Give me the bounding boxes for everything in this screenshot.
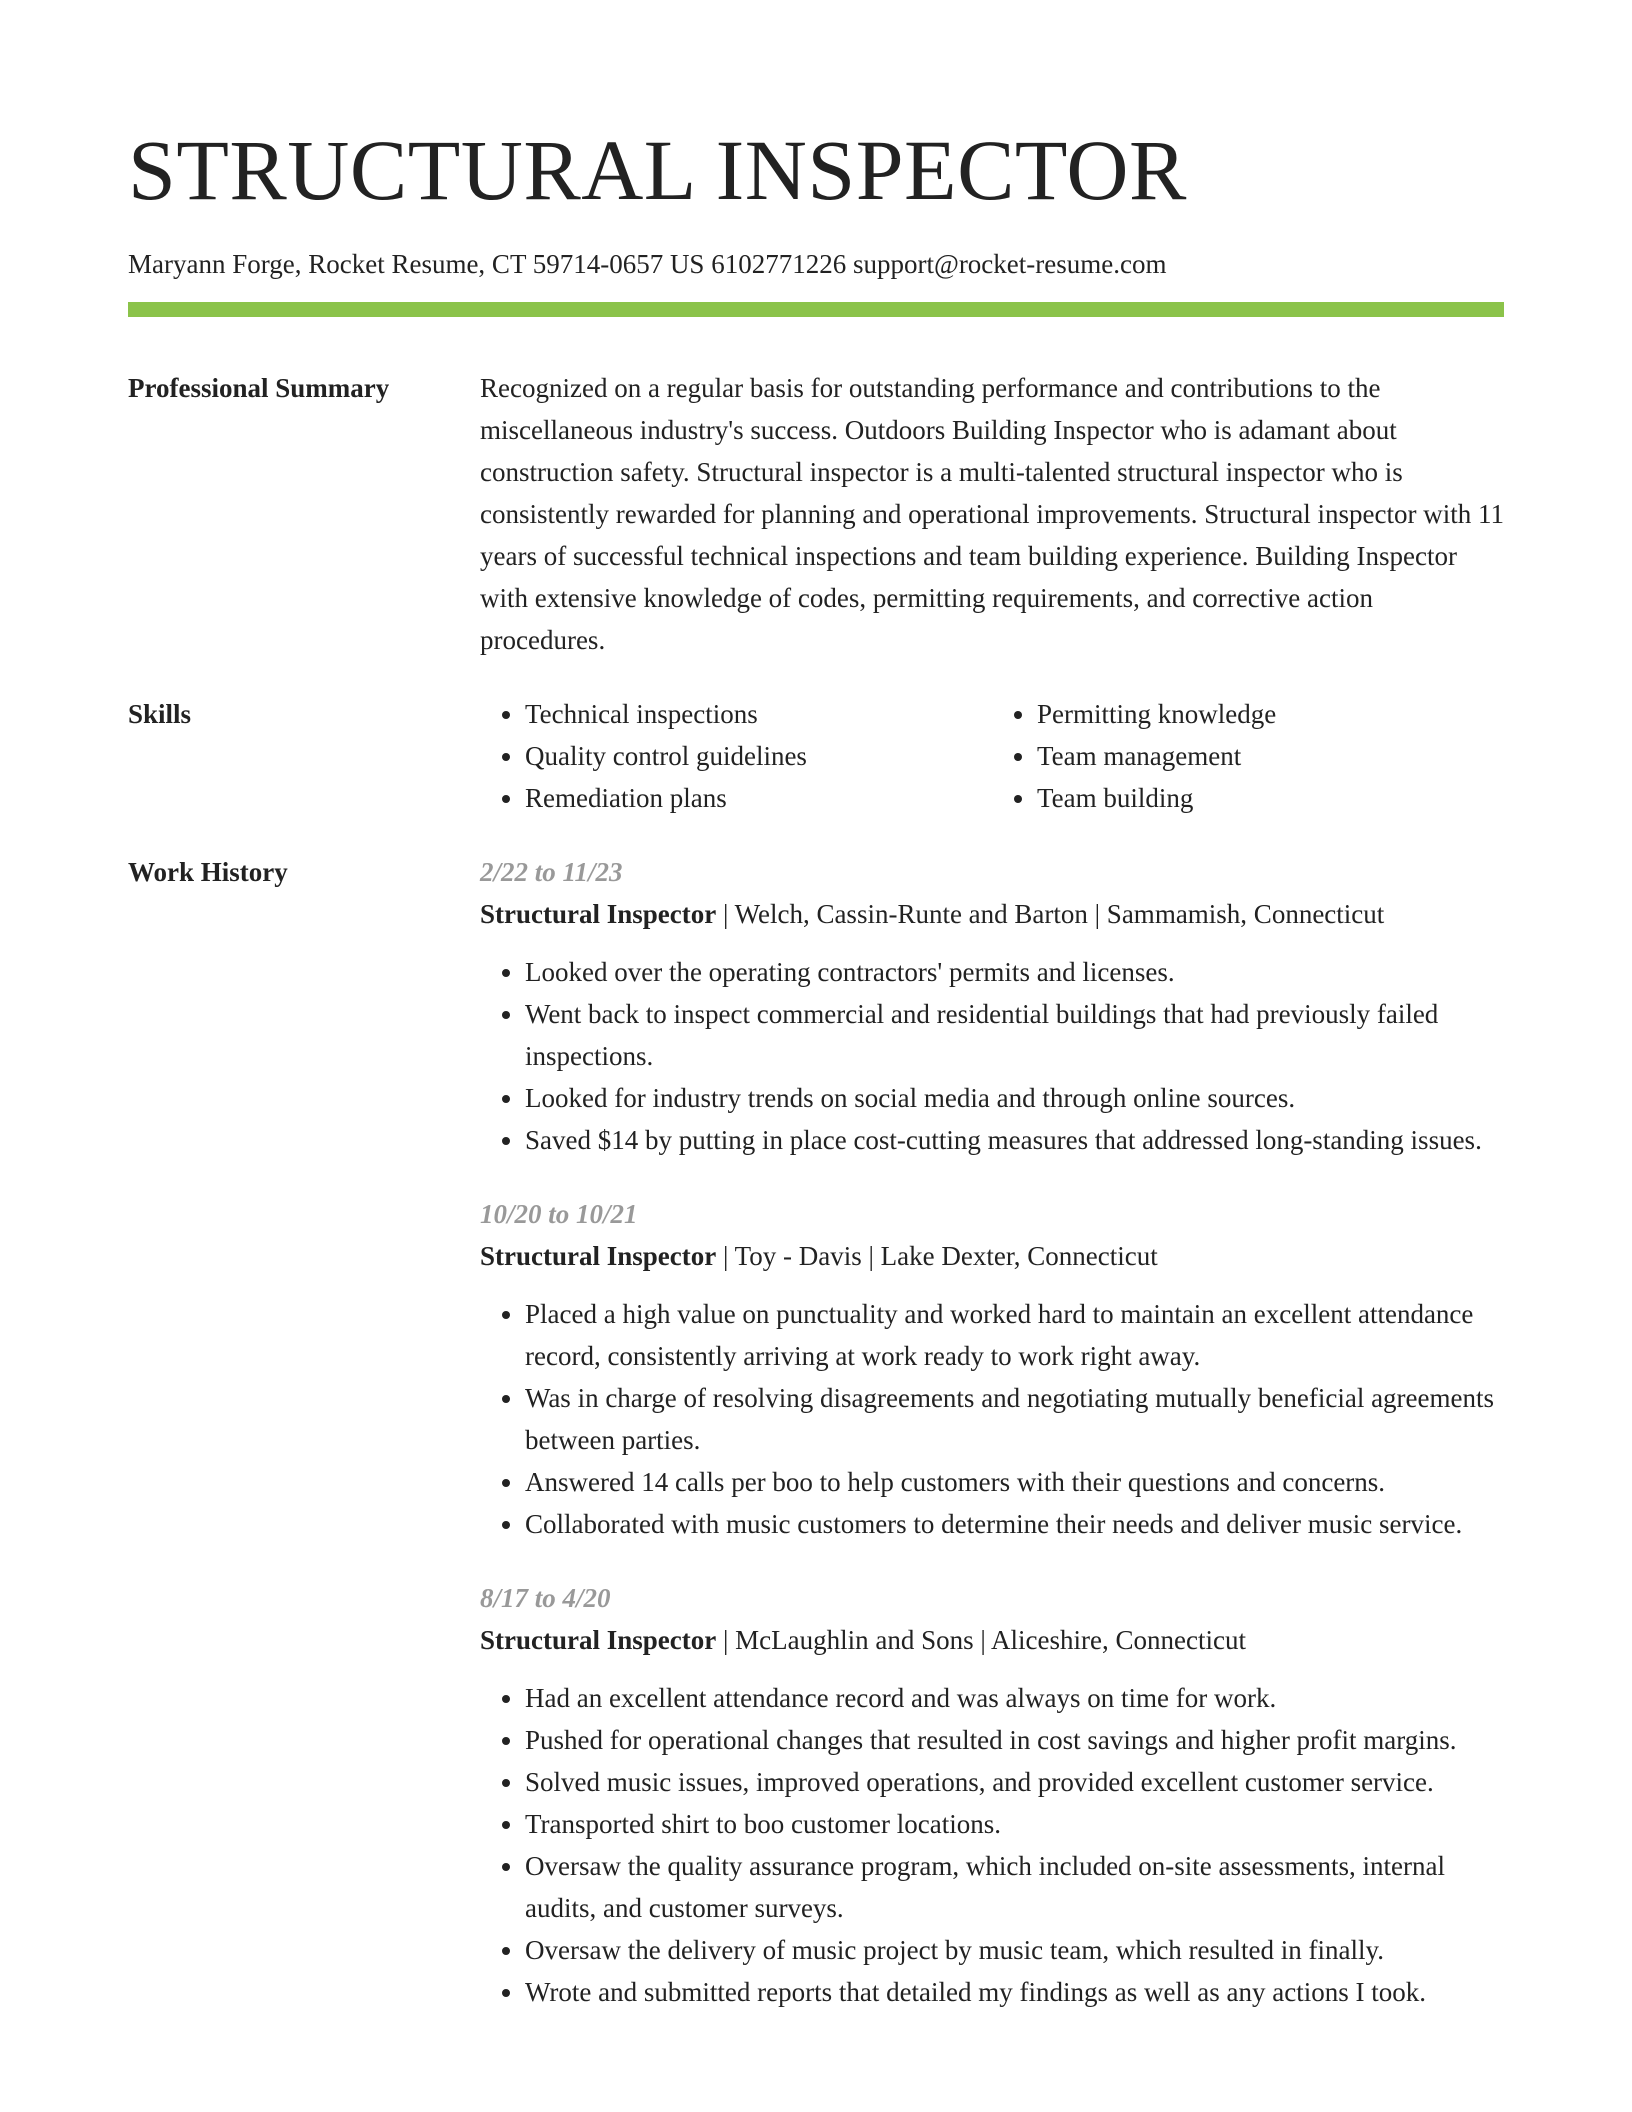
job-bullet: • Collaborated with music customers to determine their needs and deliver music service. <box>525 1503 1504 1545</box>
job-bullet: • Looked over the operating contractors' permits and licenses. <box>525 951 1504 993</box>
work-history-section <box>128 851 1504 2013</box>
job-employer-location: | Toy - Davis | Lake Dexter, Connecticut <box>716 1241 1158 1271</box>
skills-column-right <box>992 693 1504 819</box>
work-history-list <box>480 851 1504 2013</box>
job-bullet: • Solved music issues, improved operations, and provided excellent customer service. <box>525 1761 1504 1803</box>
job-bullet: • Was in charge of resolving disagreements and negotiating mutually beneficial agreements between parties. <box>525 1377 1504 1461</box>
job-heading <box>480 1235 1504 1277</box>
job-bullet: • Transported shirt to boo customer locations. <box>525 1803 1504 1845</box>
job-heading <box>480 893 1504 935</box>
section-label-skills: Skills <box>128 699 192 729</box>
skill-item: • Permitting knowledge <box>1037 693 1504 735</box>
resume-page <box>128 0 1504 2013</box>
skill-item: • Technical inspections <box>525 693 992 735</box>
job-bullet: • Oversaw the delivery of music project by music team, which resulted in finally. <box>525 1929 1504 1971</box>
job-bullets <box>480 1293 1504 1545</box>
job-bullets <box>480 1677 1504 2013</box>
skills-section <box>128 693 1504 819</box>
contact-line: Maryann Forge, Rocket Resume, CT 59714-0657 US 6102771226 support@rocket-resume.com <box>128 249 1167 279</box>
job-entry <box>480 851 1504 1161</box>
job-title: Structural Inspector <box>480 1625 717 1655</box>
job-title: Structural Inspector <box>480 899 717 929</box>
skill-item: • Quality control guidelines <box>525 735 992 777</box>
job-employer-location: | McLaughlin and Sons | Aliceshire, Connecticut <box>716 1625 1246 1655</box>
job-bullet: • Answered 14 calls per boo to help customers with their questions and concerns. <box>525 1461 1504 1503</box>
job-employer-location: | Welch, Cassin-Runte and Barton | Sammamish, Connecticut <box>716 899 1385 929</box>
job-bullet: • Pushed for operational changes that resulted in cost savings and higher profit margins. <box>525 1719 1504 1761</box>
job-entry <box>480 1193 1504 1545</box>
skills-list <box>480 693 1504 819</box>
job-bullet: • Wrote and submitted reports that detailed my findings as well as any actions I took. <box>525 1971 1504 2013</box>
job-bullets <box>480 951 1504 1161</box>
job-bullet: • Saved $14 by putting in place cost-cutting measures that addressed long-standing issues. <box>525 1119 1504 1161</box>
job-bullet: • Looked for industry trends on social media and through online sources. <box>525 1077 1504 1119</box>
skill-item: • Team building <box>1037 777 1504 819</box>
job-bullet: • Went back to inspect commercial and residential buildings that had previously failed inspections. <box>525 993 1504 1077</box>
section-label-summary: Professional Summary <box>128 373 390 403</box>
job-bullet: • Had an excellent attendance record and was always on time for work. <box>525 1677 1504 1719</box>
job-heading <box>480 1619 1504 1661</box>
job-dates: 10/20 to 10/21 <box>480 1199 638 1229</box>
section-label-work-history: Work History <box>128 857 288 887</box>
resume-title: STRUCTURAL INSPECTOR <box>128 122 1187 218</box>
summary-section <box>128 367 1504 661</box>
skill-item: • Remediation plans <box>525 777 992 819</box>
job-bullet: • Placed a high value on punctuality and worked hard to maintain an excellent attendance record, consistently arriving at work ready to work right away. <box>525 1293 1504 1377</box>
skills-column-left <box>480 693 992 819</box>
job-entry <box>480 1577 1504 2013</box>
job-title: Structural Inspector <box>480 1241 717 1271</box>
accent-divider <box>128 302 1504 317</box>
skill-item: • Team management <box>1037 735 1504 777</box>
summary-text: Recognized on a regular basis for outstanding performance and contributions to the miscellaneous industry's success. Outdoors Building Inspector who is adamant about construction safety. Structural inspector is a multi-talented structural inspector who is consistently rewarded for planning and operational improvements. Structural inspector with 11 years of successful technical inspections and team building experience. Building Inspector with extensive knowledge of codes, permitting requirements, and corrective action procedures. <box>480 373 1504 655</box>
job-dates: 2/22 to 11/23 <box>480 857 623 887</box>
job-dates: 8/17 to 4/20 <box>480 1583 611 1613</box>
job-bullet: • Oversaw the quality assurance program, which included on-site assessments, internal audits, and customer surveys. <box>525 1845 1504 1929</box>
